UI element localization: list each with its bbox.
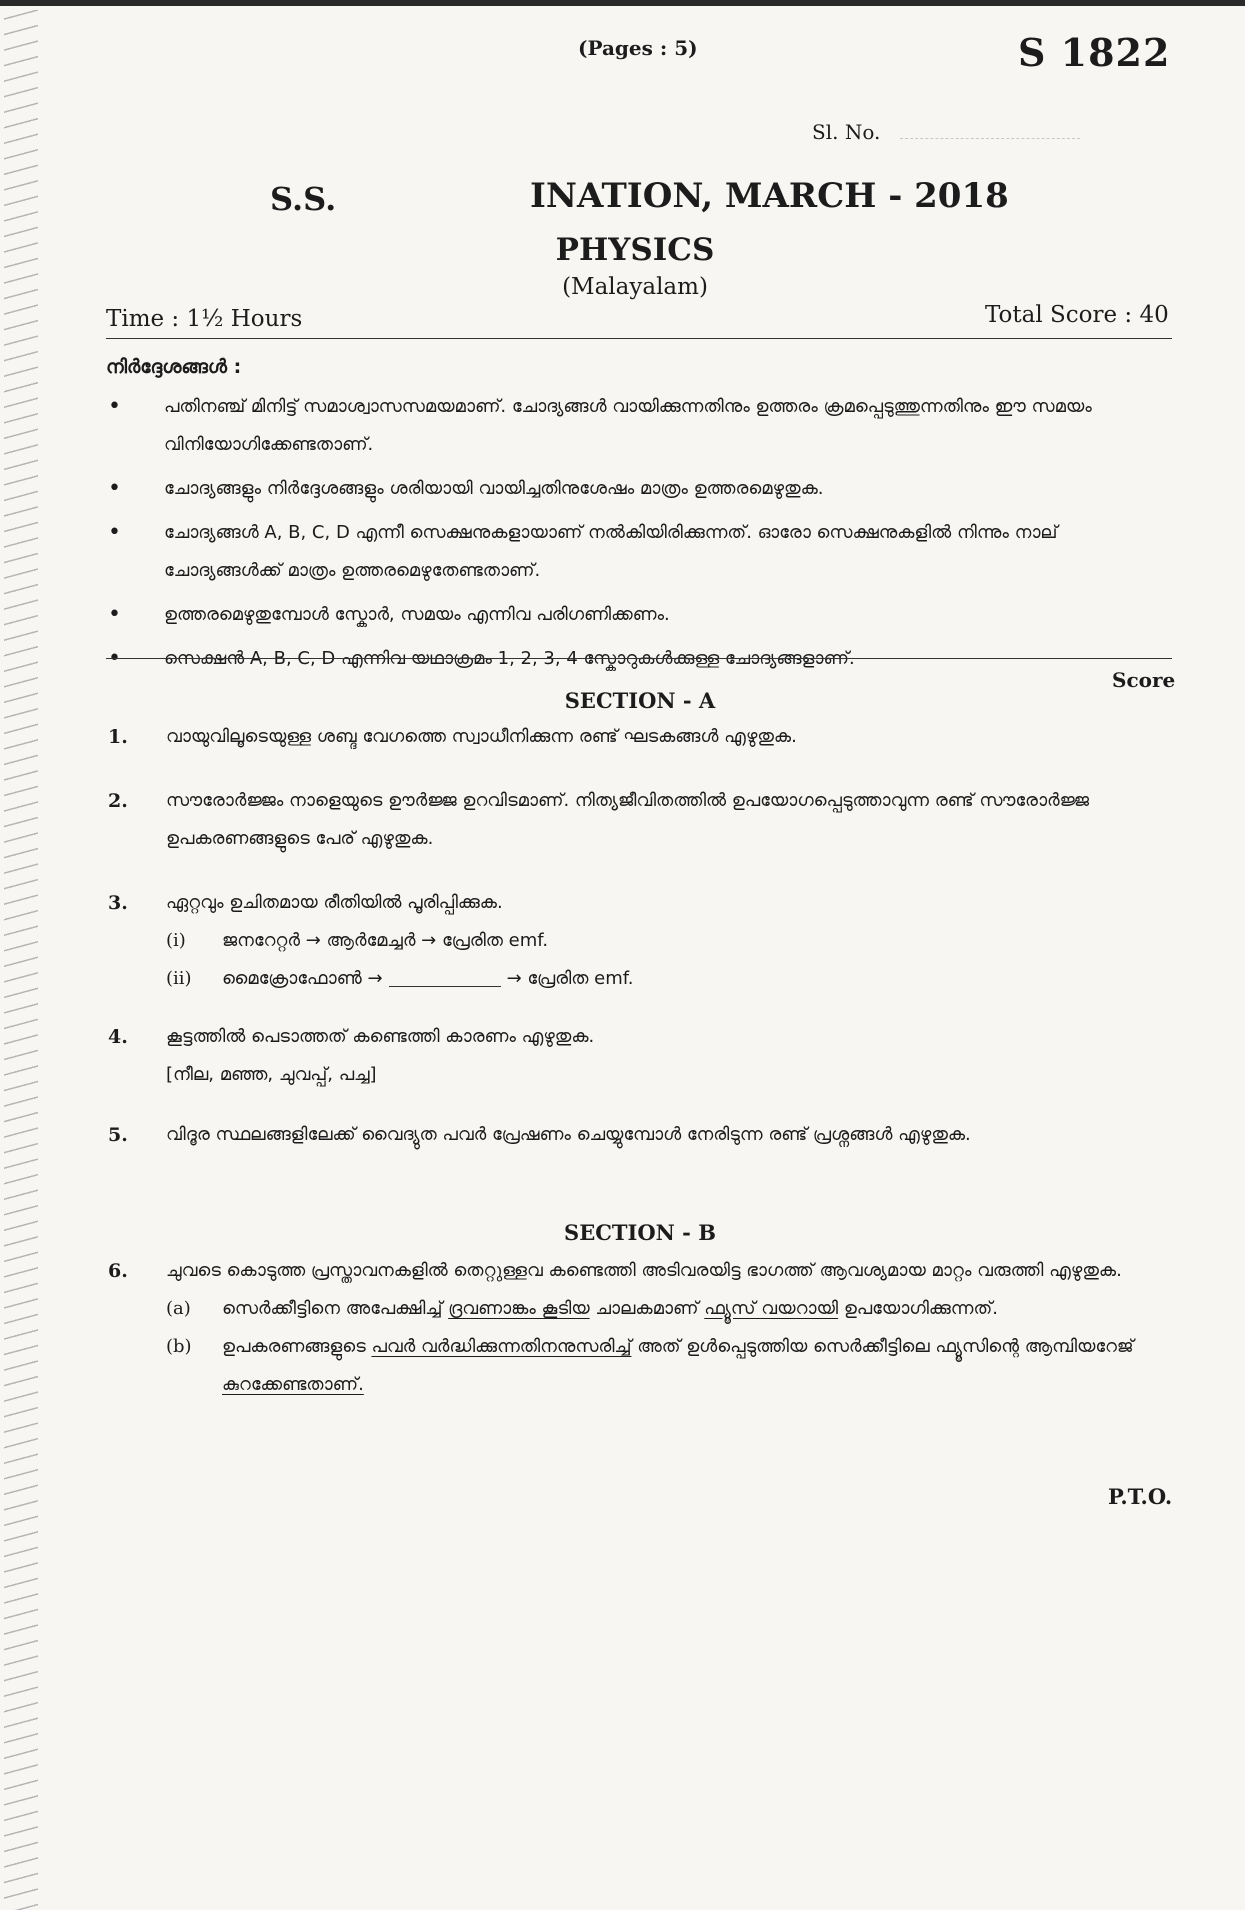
bullet-icon: • [108, 602, 121, 627]
question-text: ചുവടെ കൊടുത്ത പ്രസ്താവനകളിൽ തെറ്റുള്ളവ കണ്ടെത്തി അടിവരയിട്ട ഭാഗത്ത് ആവശ്യമായ മാറ്റം വരുത്തി എഴുതുക. [166, 1260, 1122, 1281]
question-text: സൗരോർജ്ജം നാളെയുടെ ഊർജ്ജ ഉറവിടമാണ്. നിത്യജീവിതത്തിൽ ഉപയോഗപ്പെടുത്താവുന്ന രണ്ട് സൗരോർജ്ജ ഉപകരണങ്ങളുടെ പേര് എഴുതുക. [166, 790, 1090, 849]
instructions-heading: നിർദ്ദേശങ്ങൾ : [106, 356, 242, 378]
question-number: 3. [108, 892, 128, 914]
medium-label: (Malayalam) [562, 274, 708, 300]
underlined-phrase: ദ്രവണാങ്കം കൂടിയ [448, 1298, 590, 1319]
instruction-item: • പതിനഞ്ച് മിനിട്ട് സമാശ്വാസസമയമാണ്. ചോദ്യങ്ങൾ വായിക്കുന്നതിനും ഉത്തരം ക്രമപ്പെടുത്തുന്നതിനും ഈ സമയം വിനിയോഗിക്കേണ്ടതാണ്. [106, 388, 1172, 464]
instructions-divider [106, 658, 1172, 659]
underlined-phrase: ഫ്യൂസ് വയറായി [704, 1298, 839, 1319]
serial-number-line [900, 138, 1080, 139]
question-4 [108, 1018, 1172, 1094]
exam-prefix: S.S. [270, 180, 337, 218]
page-count: (Pages : 5) [578, 36, 698, 60]
question-5 [108, 1116, 1172, 1154]
instruction-item: • ചോദ്യങ്ങളും നിർദ്ദേശങ്ങളും ശരിയായി വായിച്ചതിനുശേഷം മാത്രം ഉത്തരമെഴുതുക. [106, 470, 1172, 508]
sub-question-i: (i) ജനറേറ്റർ → ആർമേച്ചർ → പ്രേരിത emf. [166, 930, 549, 951]
bullet-icon: • [108, 520, 121, 545]
paper-code: S 1822 [1018, 30, 1171, 75]
underlined-phrase: കുറക്കേണ്ടതാണ്. [222, 1374, 364, 1395]
sub-question-a: (a) സെർക്കീട്ടിനെ അപേക്ഷിച്ച് ദ്രവണാങ്കം കൂടിയ ചാലകമാണ് ഫ്യൂസ് വയറായി ഉപയോഗിക്കുന്നത്. [166, 1298, 998, 1319]
question-number: 1. [108, 726, 128, 748]
bullet-icon: • [108, 646, 121, 671]
question-1 [108, 718, 1172, 756]
question-text: വിദൂര സ്ഥലങ്ങളിലേക്ക് വൈദ്യുത പവർ പ്രേഷണം ചെയ്യുമ്പോൾ നേരിടുന്ന രണ്ട് പ്രശ്നങ്ങൾ എഴുതുക. [166, 1124, 971, 1145]
question-number: 6. [108, 1260, 128, 1282]
question-6 [108, 1252, 1172, 1404]
sub-question-b: (b) ഉപകരണങ്ങളുടെ പവർ വർദ്ധിക്കുന്നതിനനുസരിച്ച് അത് ഉൾപ്പെടുത്തിയ സെർക്കീട്ടിലെ ഫ്യൂസിന്റെ ആമ്പിയറേജ് കുറക്കേണ്ടതാണ്. [166, 1336, 1134, 1395]
exam-title: INATION, MARCH - 2018 [530, 176, 1009, 216]
bullet-icon: • [108, 476, 121, 501]
question-options: [നീല, മഞ്ഞ, ചുവപ്പ്, പച്ച] [166, 1064, 377, 1085]
question-3 [108, 884, 1172, 998]
header-divider [106, 338, 1172, 339]
question-text: ഏറ്റവും ഉചിതമായ രീതിയിൽ പൂരിപ്പിക്കുക. [166, 892, 503, 913]
fill-in-blank [389, 972, 501, 987]
scan-top-edge [0, 0, 1245, 6]
score-column-label: Score [1112, 668, 1176, 692]
section-b-title: SECTION - B [564, 1220, 716, 1245]
instruction-item: • ചോദ്യങ്ങൾ A, B, C, D എന്നീ സെക്ഷനുകളായാണ് നൽകിയിരിക്കുന്നത്. ഓരോ സെക്ഷനുകളിൽ നിന്നും നാല് ചോദ്യങ്ങൾക്ക് മാത്രം ഉത്തരമെഴുതേണ്ടതാണ്. [106, 514, 1172, 590]
instructions-list [106, 388, 1172, 684]
time-allowed: Time : 1½ Hours [106, 306, 303, 332]
instruction-item: • ഉത്തരമെഴുതുമ്പോൾ സ്കോർ, സമയം എന്നിവ പരിഗണിക്കണം. [106, 596, 1172, 634]
serial-number-label: Sl. No. [812, 120, 881, 144]
question-number: 4. [108, 1026, 128, 1048]
section-a-title: SECTION - A [564, 688, 716, 713]
question-number: 2. [108, 790, 128, 812]
question-text: കൂട്ടത്തിൽ പെടാത്തത് കണ്ടെത്തി കാരണം എഴുതുക. [166, 1026, 595, 1047]
underlined-phrase: പവർ വർദ്ധിക്കുന്നതിനനുസരിച്ച് [371, 1336, 632, 1357]
question-number: 5. [108, 1124, 128, 1146]
please-turn-over: P.T.O. [1108, 1484, 1173, 1509]
sub-question-ii: (ii) മൈക്രോഫോൺ → → പ്രേരിത emf. [166, 968, 634, 989]
question-2 [108, 782, 1172, 858]
total-score: Total Score : 40 [985, 302, 1169, 328]
question-text: വായുവിലൂടെയുള്ള ശബ്ദ വേഗത്തെ സ്വാധീനിക്കുന്ന രണ്ട് ഘടകങ്ങൾ എഴുതുക. [166, 726, 797, 747]
bullet-icon: • [108, 394, 121, 419]
subject-title: PHYSICS [555, 232, 715, 268]
instruction-item: • സെക്ഷൻ A, B, C, D എന്നിവ യഥാക്രമം 1, 2, 3, 4 സ്കോറുകൾക്കുള്ള ചോദ്യങ്ങളാണ്. [106, 640, 1172, 678]
